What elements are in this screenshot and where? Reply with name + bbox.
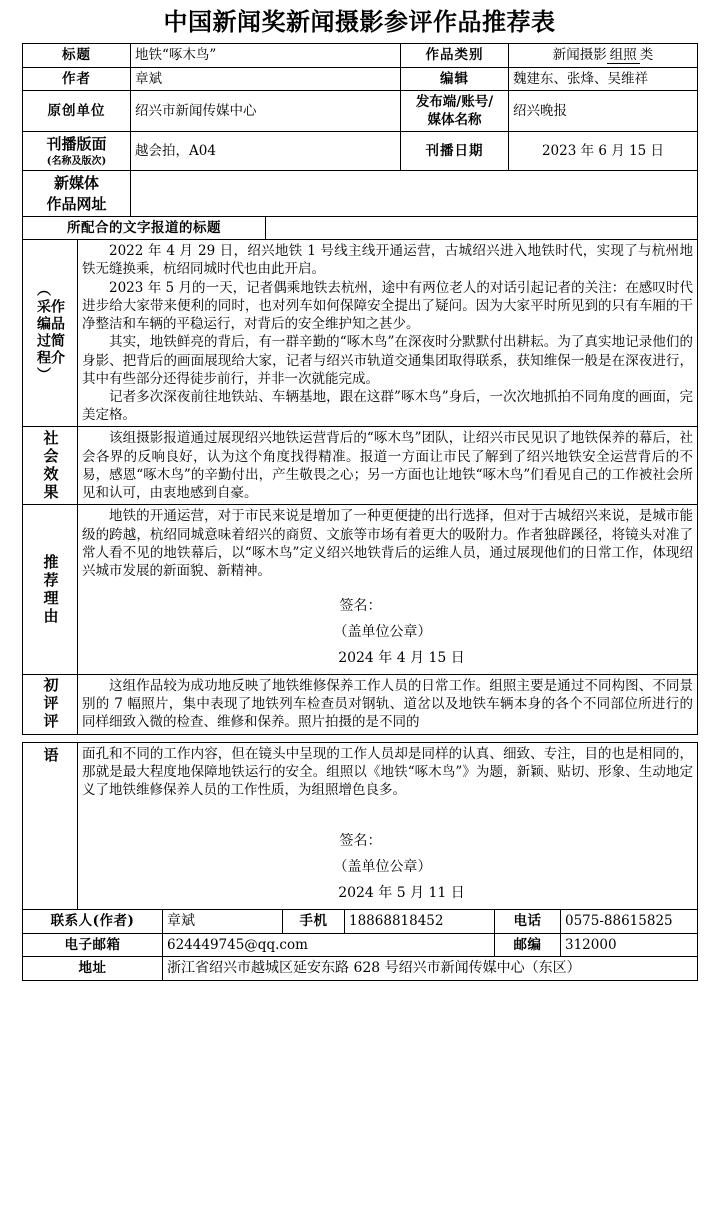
label-title: 标题 xyxy=(23,44,131,67)
label-email: 电子邮箱 xyxy=(23,933,163,956)
category-underlined: 组照 xyxy=(607,47,640,64)
label-social-effect-wrap xyxy=(27,430,73,502)
section-row-social-effect xyxy=(23,427,698,505)
value-origin-unit[interactable]: 绍兴市新闻传媒中心 xyxy=(131,90,401,131)
first-review-continued-table xyxy=(22,742,698,910)
section-row-intro xyxy=(23,240,698,427)
value-email[interactable]: 624449745@qq.com xyxy=(163,933,495,956)
label-platform-line2: 媒体名称 xyxy=(427,112,482,129)
label-intro-left: （采编过程） xyxy=(35,282,51,385)
category-composite xyxy=(553,46,654,64)
label-category: 作品类别 xyxy=(401,44,509,67)
category-prefix: 新闻摄影 xyxy=(552,47,607,64)
table-row-newmedia xyxy=(23,171,698,217)
first-review-signature-block xyxy=(82,829,693,907)
label-author: 作者 xyxy=(23,67,131,90)
label-first-review-bottom xyxy=(23,742,78,909)
table-row-address xyxy=(23,956,698,980)
value-address[interactable]: 浙江省绍兴市越城区延安东路 628 号绍兴市新闻传媒中心（东区） xyxy=(163,956,698,980)
label-first-review-part2: 语 xyxy=(41,746,60,765)
recommend-signature-label: 签名： xyxy=(339,598,382,615)
header-info-table xyxy=(22,43,698,217)
label-origin-unit: 原创单位 xyxy=(23,90,131,131)
intro-paragraph-4: 记者多次深夜前往地铁站、车辆基地，跟在这群”啄木鸟”身后，一次次地抓拍不同角度的画面，完美定格。 xyxy=(82,388,693,424)
value-newmedia-url[interactable] xyxy=(131,171,698,217)
label-first-review-top xyxy=(23,674,78,734)
label-social-effect-text: 社会效果 xyxy=(41,429,60,502)
social-effect-paragraph-1: 该组摄影报道通过展现绍兴地铁运营背后的“啄木鸟”团队，让绍兴市民见识了地铁保养的幕后，社会各界的反响良好，认为这个角度找得精准。报道一方面让市民了解到了绍兴地铁安全运营背后的不易，感恩“啄木鸟”的辛勤付出，产生敬畏之心；另一方面也让地铁“啄木鸟”们看见自己的工作被社会所见和认可，由衷地感到自豪。 xyxy=(82,430,693,502)
label-intro-pair xyxy=(36,282,64,384)
label-edition xyxy=(23,132,131,171)
content-first-review-top xyxy=(78,674,698,734)
label-publish-date: 刊播日期 xyxy=(401,132,509,171)
content-social-effect xyxy=(78,427,698,505)
label-platform-line1: 发布端/账号/ xyxy=(415,93,494,110)
first-review-paragraph-bottom: 面孔和不同的工作内容，但在镜头中呈现的工作人员却是同样的认真、细致、专注，目的也是相同的，那就是最大程度地保障地铁运行的安全。组照以《地铁“啄木鸟”》为题，新颖、贴切、形象、生动地定义了地铁维修保养人员的工作性质，为组照增色良多。 xyxy=(82,745,693,798)
label-intro-right: 作品简介 xyxy=(49,299,65,368)
table-row-companion xyxy=(23,217,698,240)
value-author[interactable]: 章斌 xyxy=(131,67,401,90)
page-title: 中国新闻奖新闻摄影参评作品推荐表 xyxy=(163,7,556,36)
label-intro xyxy=(23,240,78,427)
value-mobile[interactable]: 18868818452 xyxy=(345,909,495,933)
first-review-seal-label: （盖单位公章） xyxy=(333,859,432,876)
value-title[interactable]: 地铁“啄木鸟” xyxy=(131,44,401,67)
intro-paragraph-2: 2023 年 5 月的一天，记者偶乘地铁去杭州，途中有两位老人的对话引起记者的关注：在感叹时代进步给大家带来便利的同时，也对列车如何保障安全提出了疑问。因为大家平时所见到的只有车厢的干净整洁和车辆的平稳运行，对背后的安全维护知之甚少。 xyxy=(82,279,693,333)
value-contact-person[interactable]: 章斌 xyxy=(163,909,283,933)
companion-headline-table xyxy=(22,216,698,240)
label-social-effect xyxy=(23,427,78,505)
page-break-gap xyxy=(22,735,697,742)
value-category[interactable] xyxy=(509,44,698,67)
intro-paragraph-3: 其实，地铁鲜亮的背后，有一群辛勤的“啄木鸟”在深夜时分默默付出耕耘。为了真实地记录他们的身影、把背后的画面展现给大家，记者与绍兴市轨道交通集团取得联系，获知维保一般是在深夜进行，其中有些部分还得徒步前行，并非一次就能完成。 xyxy=(82,334,693,387)
table-row-email xyxy=(23,933,698,956)
category-suffix: 类 xyxy=(639,47,654,64)
label-newmedia-line2: 作品网址 xyxy=(46,194,107,213)
value-platform[interactable]: 绍兴晚报 xyxy=(509,90,698,131)
sections-table xyxy=(22,239,698,734)
label-newmedia-line1: 新媒体 xyxy=(53,174,99,193)
table-row-author xyxy=(23,67,698,90)
label-postcode: 邮编 xyxy=(495,933,561,956)
label-newmedia xyxy=(23,171,131,217)
table-row-edition xyxy=(23,132,698,171)
section-row-first-review-top xyxy=(23,674,698,734)
label-edition-main: 刊播版面 xyxy=(46,135,107,154)
value-editor[interactable]: 魏建东、张烽、吴维祥 xyxy=(509,67,698,90)
recommend-date: 2024 年 4 月 15 日 xyxy=(338,649,465,666)
label-edition-sub: (名称及版次) xyxy=(46,155,107,167)
content-intro xyxy=(78,240,698,427)
intro-paragraph-1: 2022 年 4 月 29 日，绍兴地铁 1 号线主线开通运营，古城绍兴进入地铁时代，实现了与杭州地铁无缝换乘，杭绍同城时代也由此开启。 xyxy=(82,243,693,278)
section-row-recommend xyxy=(23,505,698,675)
label-address: 地址 xyxy=(23,956,163,980)
label-first-review-part1: 初评评 xyxy=(41,677,60,732)
table-row-title xyxy=(23,44,698,67)
content-first-review-bottom xyxy=(78,742,698,909)
label-recommend xyxy=(23,505,78,675)
recommend-signature-block xyxy=(82,594,693,672)
label-companion-headline: 所配合的文字报道的标题 xyxy=(23,217,266,240)
value-postcode[interactable]: 312000 xyxy=(561,933,698,956)
first-review-date: 2024 年 5 月 11 日 xyxy=(338,884,465,901)
contact-table xyxy=(22,909,698,981)
value-edition[interactable]: 越会拍，A04 xyxy=(131,132,401,171)
value-publish-date[interactable]: 2023 年 6 月 15 日 xyxy=(509,132,698,171)
section-row-first-review-bottom xyxy=(23,742,698,909)
table-row-contact-person xyxy=(23,909,698,933)
content-recommend xyxy=(78,505,698,675)
recommend-paragraph-1: 地铁的开通运营，对于市民来说是增加了一种更便捷的出行选择，但对于古城绍兴来说，是城市能级的跨越，杭绍同城意味着绍兴的商贸、文旅等市场有着更大的吸附力。作者独辟蹊径，将镜头对准了常人看不见的地铁幕后，以“啄木鸟”定义绍兴地铁背后的运维人员，通过展现他们的日常工作，体现绍兴城市发展的新面貌、新精神。 xyxy=(82,508,693,579)
label-recommend-wrap xyxy=(27,554,73,626)
label-recommend-text: 推荐理由 xyxy=(41,553,60,626)
value-companion-headline[interactable] xyxy=(266,217,698,240)
label-contact-person: 联系人(作者) xyxy=(23,909,163,933)
recommend-seal-label: （盖单位公章） xyxy=(333,624,432,641)
value-phone[interactable]: 0575-88615825 xyxy=(561,909,698,933)
label-platform xyxy=(401,90,509,131)
first-review-paragraph-top: 这组作品较为成功地反映了地铁维修保养工作人员的日常工作。组照主要是通过不同构图、不同景别的 7 幅照片，集中表现了地铁列车检查员对钢轨、道岔以及地铁车辆本身的各个不同部位所进行的同样细致入微的检查、维修和保养。照片拍摄的是不同的 xyxy=(82,677,693,731)
label-mobile: 手机 xyxy=(283,909,345,933)
label-editor: 编辑 xyxy=(401,67,509,90)
label-phone: 电话 xyxy=(495,909,561,933)
first-review-signature-label: 签名： xyxy=(339,833,382,850)
table-row-origin-unit xyxy=(23,90,698,131)
label-intro-wrap xyxy=(27,282,73,384)
label-first-review-top-wrap xyxy=(27,677,73,731)
